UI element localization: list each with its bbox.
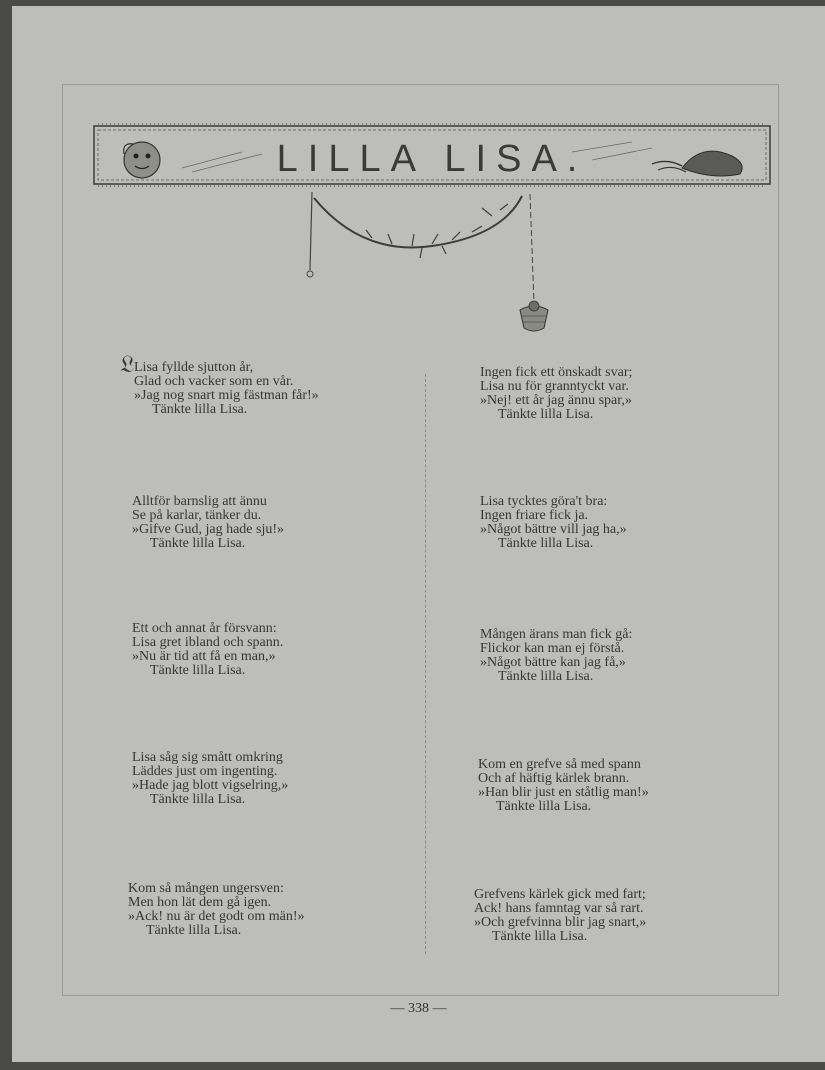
page-number: — 338 — <box>390 1001 447 1016</box>
verse-line: Tänkte lilla Lisa. <box>498 669 594 684</box>
verse-line: »Jag nog snart mig fästman får!» <box>134 388 319 403</box>
verse-line: Tänkte lilla Lisa. <box>146 923 242 938</box>
verse-line: Tänkte lilla Lisa. <box>498 407 594 422</box>
verse-line: Tänkte lilla Lisa. <box>150 663 246 678</box>
stanza <box>478 758 728 814</box>
stanza <box>120 352 384 417</box>
verse-line: Tänkte lilla Lisa. <box>152 402 248 417</box>
verse-line: Och af häftig kärlek brann. <box>478 771 630 786</box>
stanza <box>480 628 730 684</box>
verse-line: Mången ärans man fick gå: <box>480 627 633 642</box>
stanza <box>474 888 724 944</box>
verse-line: Se på karlar, tänker du. <box>132 508 262 523</box>
verse-line: Lisa nu för granntyckt var. <box>480 379 629 394</box>
stanza <box>480 366 730 422</box>
verse-line: Glad och vacker som en vår. <box>134 374 294 389</box>
verse-line: Tänkte lilla Lisa. <box>150 536 246 551</box>
page-title: LILLA LISA. <box>276 138 588 180</box>
verse-line: Ingen friare fick ja. <box>480 508 589 523</box>
verse-line: Lisa såg sig smått omkring <box>132 750 283 765</box>
verse-line: »Gifve Gud, jag hade sju!» <box>132 522 285 537</box>
verse-line: Ett och annat år försvann: <box>132 621 277 636</box>
stanza <box>480 495 730 551</box>
stanza <box>132 495 382 551</box>
verse-line: Tänkte lilla Lisa. <box>498 536 594 551</box>
verse-line: Ingen fick ett önskadt svar; <box>480 365 633 380</box>
garland-ornament-icon <box>302 186 562 346</box>
verse-line: Ack! hans famntag var så rart. <box>474 901 644 916</box>
verse-line: Tänkte lilla Lisa. <box>496 799 592 814</box>
verse-line: Alltför barnslig att ännu <box>132 494 267 509</box>
title-banner <box>92 120 772 190</box>
verse-line: »Nu är tid att få en man,» <box>132 649 276 664</box>
book-page <box>12 6 825 1062</box>
stanza <box>128 882 378 938</box>
verse-line: Tänkte lilla Lisa. <box>150 792 246 807</box>
verse-line: Tänkte lilla Lisa. <box>492 929 588 944</box>
verse-line: Flickor kan man ej förstå. <box>480 641 625 656</box>
stanza <box>132 751 382 807</box>
verse-line: Kom så mången ungersven: <box>128 881 284 896</box>
verse-line: Läddes just om ingenting. <box>132 764 278 779</box>
column-divider <box>425 374 426 954</box>
verse-line: »Nej! ett år jag ännu spar,» <box>480 393 632 408</box>
verse-line: Kom en grefve så med spann <box>478 757 641 772</box>
verse-line: »Ack! nu är det godt om män!» <box>128 909 305 924</box>
verse-line: »Något bättre vill jag ha,» <box>480 522 627 537</box>
drop-cap-icon: 𝔏 <box>120 352 135 378</box>
verse-line: Lisa tycktes göra't bra: <box>480 494 608 509</box>
verse-line: »Något bättre kan jag få,» <box>480 655 626 670</box>
verse-line: »Han blir just en ståtlig man!» <box>478 785 649 800</box>
verse-line: Grefvens kärlek gick med fart; <box>474 887 646 902</box>
verse-line: »Och grefvinna blir jag snart,» <box>474 915 647 930</box>
verse-line: »Hade jag blott vigselring,» <box>132 778 289 793</box>
stanza <box>132 622 382 678</box>
verse-line: Lisa fyllde sjutton år, <box>134 360 254 375</box>
verse-line: Lisa gret ibland och spann. <box>132 635 284 650</box>
verse-line: Men hon lät dem gå igen. <box>128 895 272 910</box>
